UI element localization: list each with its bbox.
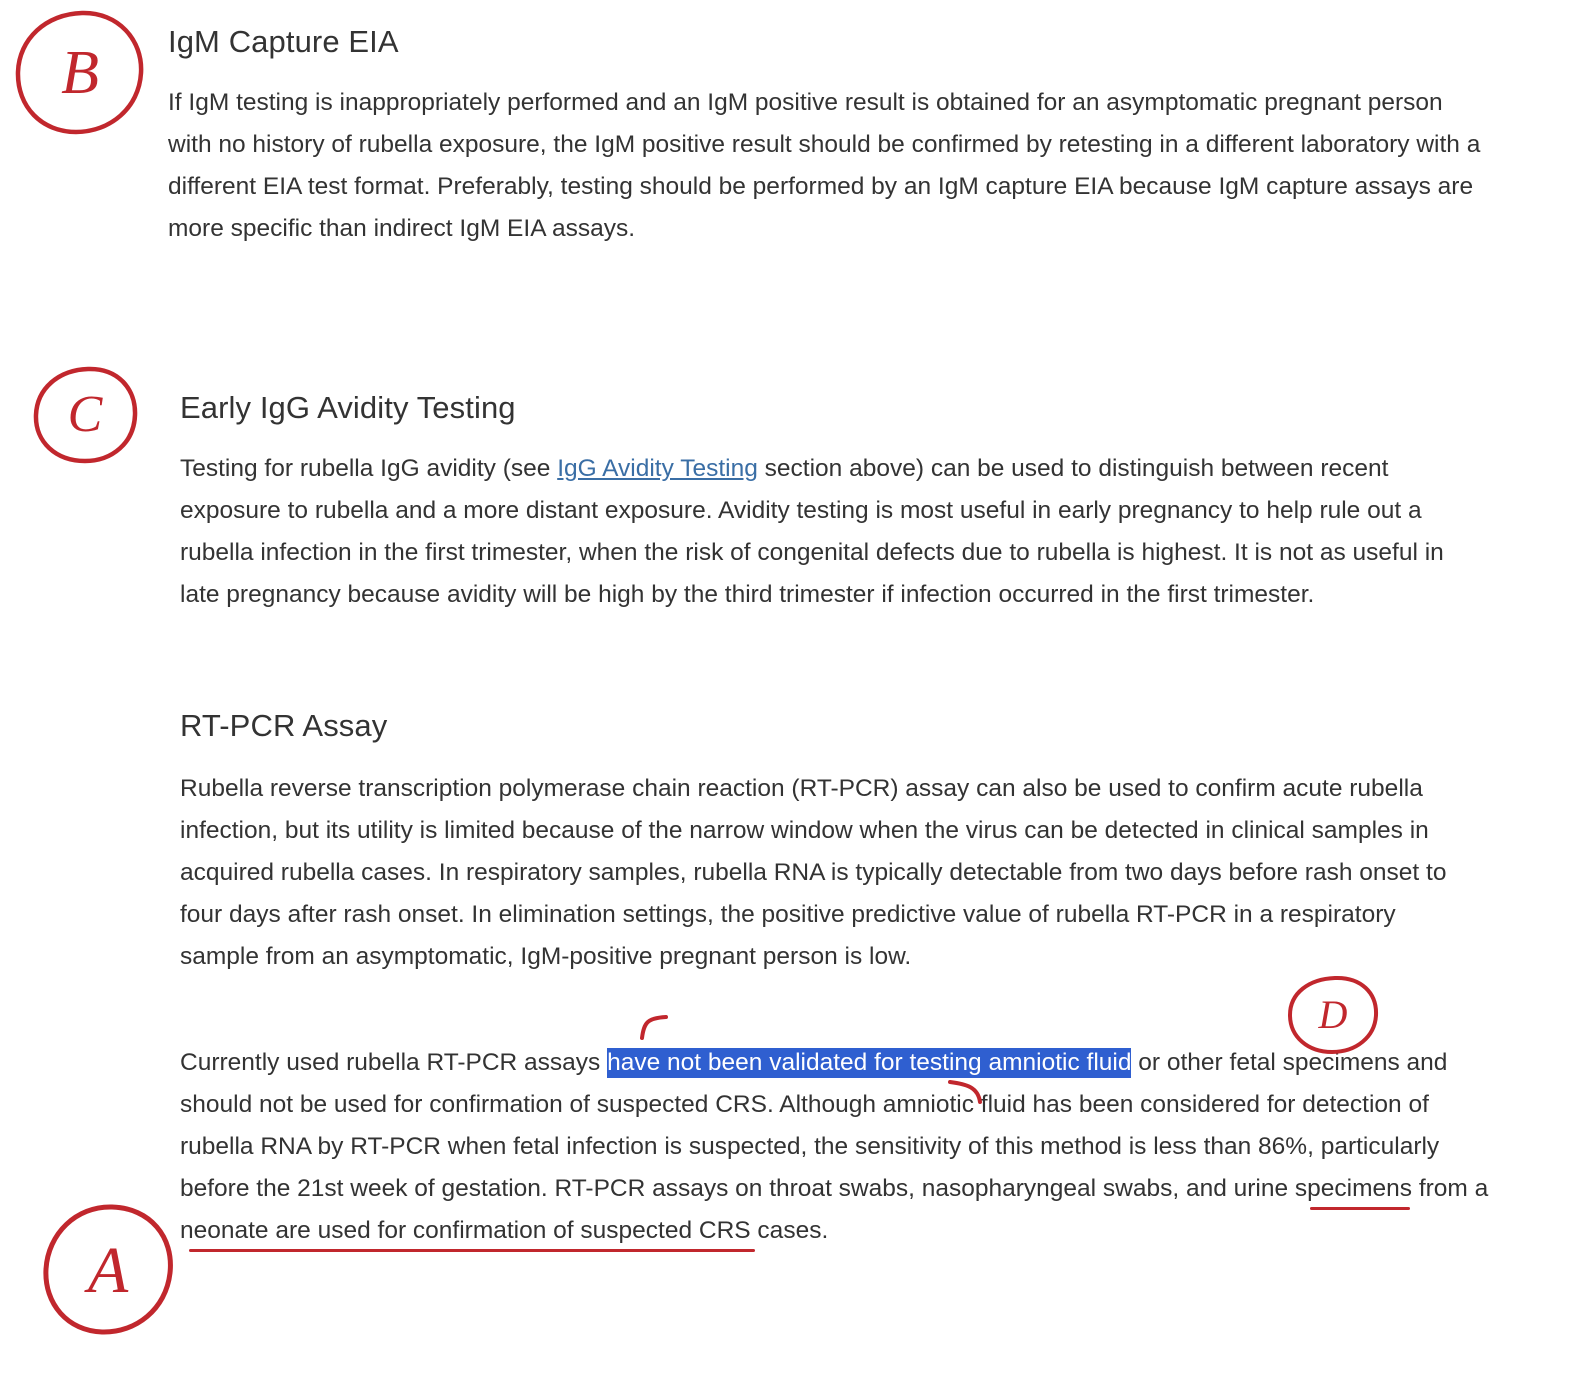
section-heading-igm-capture-eia: IgM Capture EIA bbox=[168, 24, 399, 59]
section-heading-early-igg-avidity-testing: Early IgG Avidity Testing bbox=[180, 390, 516, 425]
marker-c-circle bbox=[30, 365, 140, 465]
paragraph-rt-pcr-one: Rubella reverse transcription polymerase chain reaction (RT-PCR) assay can also be used to confirm acute rubella infection, but its utility is limited because of the narrow window when the virus can be detected in clinical samples in acquired rubella cases. In respiratory samples, rubella RNA is typically detectable from two days before rash onset to four days after rash onset. In elimination settings, the positive predictive value of rubella RT-PCR in a respiratory sample from an asymptomatic, IgM-positive pregnant person is low. bbox=[180, 775, 1447, 970]
marker-d-label: D bbox=[1318, 992, 1348, 1037]
section-heading-rt-pcr-assay: RT-PCR Assay bbox=[180, 708, 388, 743]
marker-b-circle bbox=[10, 8, 150, 138]
paragraph-early-igg-avidity-testing bbox=[180, 448, 1470, 616]
igg-avidity-testing-link[interactable]: IgG Avidity Testing bbox=[557, 455, 758, 482]
avidity-text-after-link: section above) can be used to distinguish between recent exposure to rubella and a more distant exposure. Avidity testing is most useful in early pregnancy to help rule out a rubella infection in the first trimester, when the risk of congenital defects due to rubella is highest. It is not as useful in late pregnancy because avidity will be high by the third trimester if infection occurred in the first trimester. bbox=[180, 455, 1444, 608]
rtpcr-text-after-highlight: or other fetal specimens and should not be used for confirmation of suspected CRS. Although amniotic fluid has been considered for detection of rubella RNA by RT-PCR when fetal infection is suspected, the sensitivity of this method is less than 86%, particularly before the 21st week of gestation. RT-PCR assays on throat swabs, nasopharyngeal swabs, and urine specimens from a neonate are used for confirmation of suspected CRS cases. bbox=[180, 1049, 1489, 1244]
avidity-text-before-link: Testing for rubella IgG avidity (see bbox=[180, 455, 558, 482]
selected-text-highlight[interactable]: have not been validated for testing amniotic fluid bbox=[607, 1049, 1132, 1076]
rtpcr-text-before-highlight: Currently used rubella RT-PCR assays bbox=[180, 1049, 608, 1076]
marker-b-label: B bbox=[61, 39, 99, 107]
marker-a-label: A bbox=[87, 1233, 129, 1307]
marker-c-label: C bbox=[67, 386, 103, 443]
marker-a-circle bbox=[38, 1203, 178, 1338]
paragraph-igm-capture-eia: If IgM testing is inappropriately performed and an IgM positive result is obtained for an asymptomatic pregnant person with no history of rubella exposure, the IgM positive result should be confirmed by retesting in a different laboratory with a different EIA test format. Preferably, testing should be performed by an IgM capture EIA because IgM capture assays are more specific than indirect IgM EIA assays. bbox=[168, 89, 1481, 242]
paragraph-rt-pcr-two bbox=[180, 1042, 1490, 1252]
